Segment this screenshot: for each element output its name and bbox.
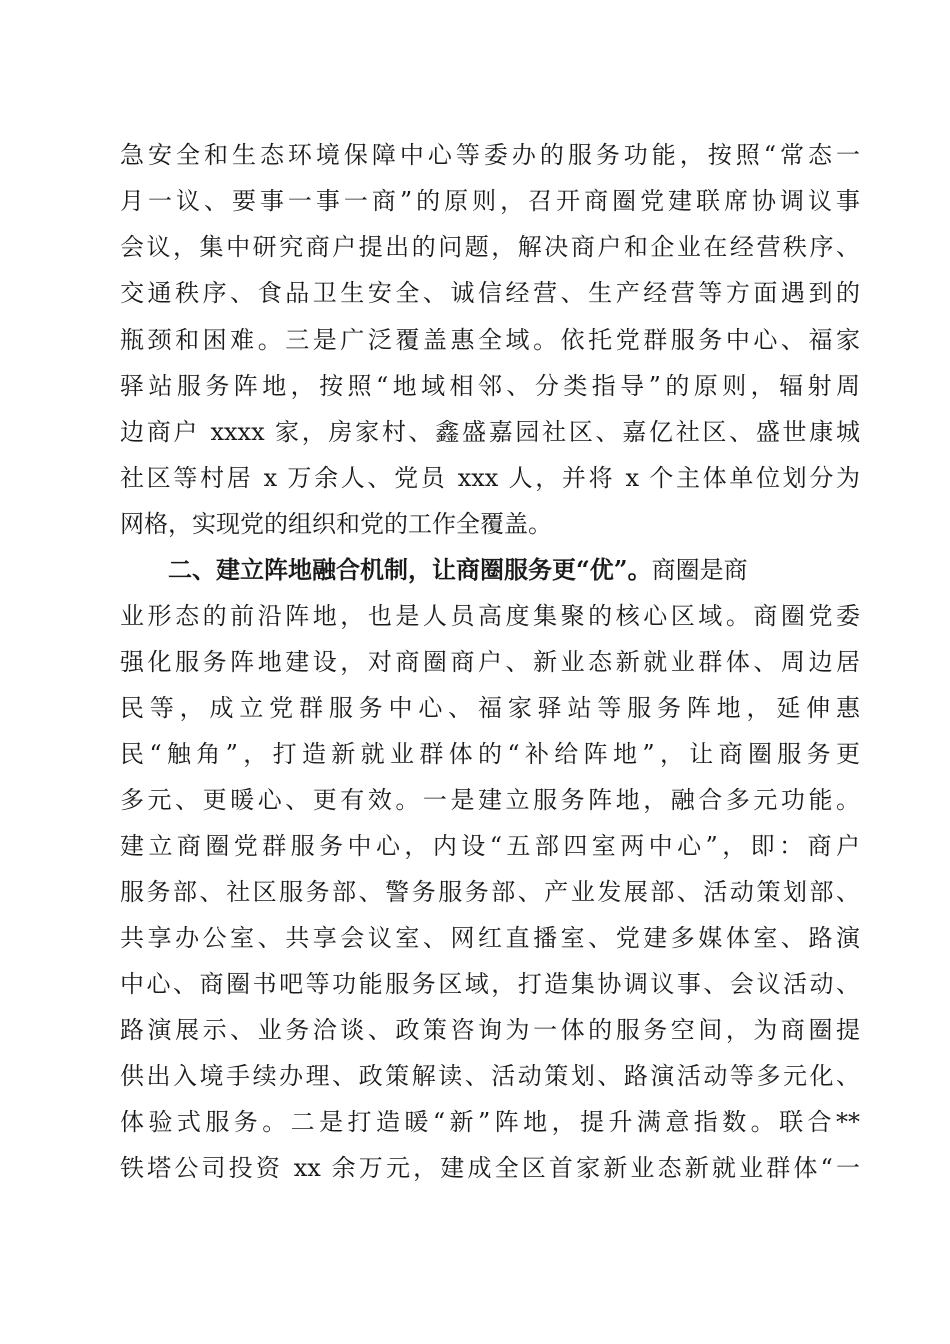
- heading-tail: 商圈是商: [651, 556, 748, 584]
- text-line: 铁塔公司投资 xx 余万元，建成全区首家新业态新就业群体“一: [120, 1154, 860, 1182]
- text-line: 建立商圈党群服务中心，内设“五部四室两中心”，即：商户: [120, 832, 860, 860]
- text-line: 民等，成立党群服务中心、福家驿站等服务阵地，延伸惠: [120, 694, 860, 722]
- text-line: 服务部、社区服务部、警务服务部、产业发展部、活动策划部、: [120, 878, 860, 906]
- text-line: 会议，集中研究商户提出的问题，解决商户和企业在经营秩序、: [120, 233, 860, 261]
- text-line: 强化服务阵地建设，对商圈商户、新业态新就业群体、周边居: [120, 648, 860, 676]
- text-line: 业形态的前沿阵地，也是人员高度集聚的核心区域。商圈党委: [120, 602, 860, 630]
- text-line: 体验式服务。二是打造暖“新”阵地，提升满意指数。联合**: [120, 1108, 860, 1136]
- text-line: 多元、更暖心、更有效。一是建立服务阵地，融合多元功能。: [120, 786, 860, 814]
- text-line: 路演展示、业务洽谈、政策咨询为一体的服务空间，为商圈提: [120, 1016, 860, 1044]
- text-line: 中心、商圈书吧等功能服务区域，打造集协调议事、会议活动、: [120, 970, 860, 998]
- text-line: 民“触角”，打造新就业群体的“补给阵地”，让商圈服务更: [120, 740, 860, 768]
- text-line: 瓶颈和困难。三是广泛覆盖惠全域。依托党群服务中心、福家: [120, 326, 860, 354]
- text-line: 共享办公室、共享会议室、网红直播室、党建多媒体室、路演: [120, 924, 860, 952]
- text-line: 供出入境手续办理、政策解读、活动策划、路演活动等多元化、: [120, 1062, 860, 1090]
- text-line: 交通秩序、食品卫生安全、诚信经营、生产经营等方面遇到的: [120, 279, 860, 307]
- text-line: 驿站服务阵地，按照“地域相邻、分类指导”的原则，辐射周: [120, 372, 860, 400]
- text-line: 社区等村居 x 万余人、党员 xxx 人，并将 x 个主体单位划分为: [120, 464, 860, 492]
- text-line: 月一议、要事一事一商”的原则，召开商圈党建联席协调议事: [120, 187, 860, 215]
- section-heading-line: [168, 550, 860, 590]
- text-line: 急安全和生态环境保障中心等委办的服务功能，按照“常态一: [120, 141, 860, 169]
- section-heading: 二、建立阵地融合机制，让商圈服务更“优”。: [168, 555, 652, 584]
- text-line: 边商户 xxxx 家，房家村、鑫盛嘉园社区、嘉亿社区、盛世康城: [120, 418, 860, 446]
- text-line: 网格，实现党的组织和党的工作全覆盖。: [120, 510, 552, 538]
